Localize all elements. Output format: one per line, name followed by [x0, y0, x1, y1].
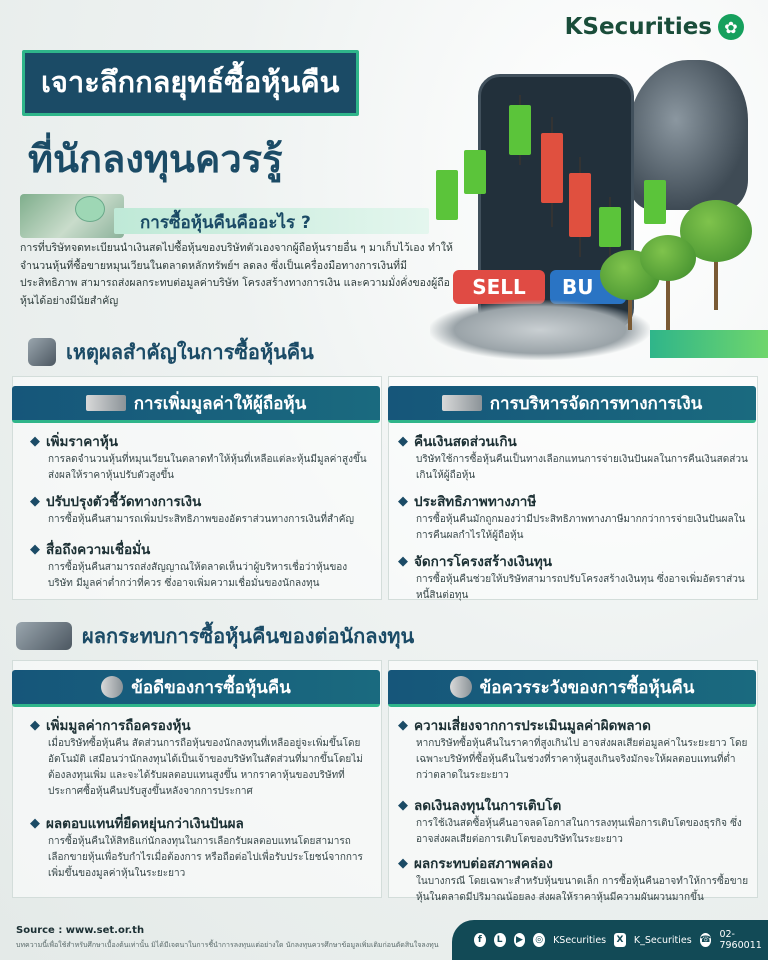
source-text: Source : www.set.or.th: [16, 925, 145, 936]
item-title: เพิ่มราคาหุ้น: [46, 434, 118, 450]
candle-green: [644, 180, 666, 224]
x-handle[interactable]: K_Securities: [633, 934, 692, 946]
money-cash-icon: [20, 194, 124, 238]
reasons-right-title: [388, 386, 756, 423]
item-title: ผลตอบแทนที่ยืดหยุ่นกว่าเงินปันผล: [46, 816, 244, 832]
impact-right-title: [388, 670, 756, 707]
candle-red: [569, 173, 591, 237]
check-bullet-icon: ◆: [398, 553, 408, 569]
buy-sign: BU: [550, 270, 626, 304]
reasons-heading-text: เหตุผลสำคัญในการซื้อหุ้นคืน: [66, 340, 314, 364]
coins-pile-icon: [430, 300, 650, 360]
reasons-heading: [28, 336, 314, 368]
list-item: [398, 490, 750, 544]
check-bullet-icon: ◆: [398, 433, 408, 449]
impact-left-title-text: ข้อดีของการซื้อหุ้นคืน: [131, 677, 291, 698]
item-title: เพิ่มมูลค่าการถือครองหุ้น: [46, 718, 191, 734]
list-item: [30, 490, 370, 528]
what-is-buyback-section: [20, 202, 460, 310]
chess-pieces-coins-icon: [16, 622, 72, 650]
candle-green: [599, 207, 621, 247]
list-item: [398, 714, 750, 784]
list-item: [398, 430, 750, 484]
check-bullet-icon: ◆: [398, 493, 408, 509]
item-desc: บริษัทใช้การซื้อหุ้นคืนเป็นทางเลือกแทนการจ่ายเงินปันผลในการคืนเงินสดส่วนเกินให้ผู้ถือหุ้น: [416, 454, 748, 481]
candle-green: [509, 105, 531, 155]
disclaimer-text: บทความนี้เพื่อใช้สำหรับศึกษาเบื้องต้นเท่านั้น มิได้มีเจตนาในการชี้นำการลงทุนแต่อย่างใด นักลงทุนควรศึกษาข้อมูลเพิ่มเติมก่อนตัดสินใจลงทุน: [16, 941, 439, 949]
item-desc: การใช้เงินสดซื้อหุ้นคืนอาจลดโอกาสในการลงทุนเพื่อการเติบโตของธุรกิจ ซึ่งอาจส่งผลเสียต่อการเติบโตของบริษัทในระยะยาว: [416, 818, 742, 845]
candle-green: [464, 150, 486, 194]
list-item: [30, 430, 370, 484]
facebook-icon[interactable]: f: [474, 933, 486, 947]
impact-left-title: [12, 670, 380, 707]
growth-arrow-icon: [650, 330, 768, 358]
check-bullet-icon: ◆: [30, 541, 40, 557]
thumbs-up-icon: [101, 676, 123, 698]
coins-icon: [442, 395, 482, 411]
item-title: ประสิทธิภาพทางภาษี: [414, 494, 537, 510]
item-title: คืนเงินสดส่วนเกิน: [414, 434, 517, 450]
sell-sign: SELL: [453, 270, 545, 304]
line-icon[interactable]: L: [494, 933, 506, 947]
phone-icon[interactable]: ☎: [699, 935, 712, 945]
kbank-leaf-icon: ✿: [718, 14, 744, 40]
what-body: การที่บริษัทจดทะเบียนนำเงินสดไปซื้อหุ้นของบริษัทตัวเองจากผู้ถือหุ้นรายอื่น ๆ มาเก็บไว้เอง ทำให้จำนวนหุ้นที่ซื้อขายหมุนเวียนในตลาดหลักทรัพย์ฯ ลดลง ซึ่งเป็นเครื่องมือทางการเงินที่มีประสิทธิภาพ สามารถส่งผลกระทบต่อมูลค่าบริษัท โครงสร้างทางการเงิน และความมั่งคั่งของผู้ถือหุ้นได้อย่างมีนัยสำคัญ: [20, 242, 453, 307]
reasons-left-title-text: การเพิ่มมูลค่าให้ผู้ถือหุ้น: [133, 393, 307, 414]
check-bullet-icon: ◆: [398, 717, 408, 733]
item-desc: การซื้อหุ้นคืนมักถูกมองว่ามีประสิทธิภาพทางภาษีมากกว่าการจ่ายเงินปันผลในการคืนผลกำไรให้ผู้ถือหุ้น: [416, 514, 746, 541]
warning-person-icon: [450, 676, 472, 698]
list-item: [30, 538, 370, 592]
website-icon[interactable]: ◎: [535, 935, 544, 945]
check-bullet-icon: ◆: [30, 433, 40, 449]
impact-heading-text: ผลกระทบการซื้อหุ้นคืนของต่อนักลงทุน: [82, 624, 415, 648]
item-desc: ในบางกรณี โดยเฉพาะสำหรับหุ้นขนาดเล็ก การซื้อหุ้นคืนอาจทำให้การซื้อขายหุ้นในตลาดมีปริมาณน้อยลง ส่งผลให้ราคาหุ้นมีความผันผวนมากขึ้น: [416, 876, 749, 903]
item-desc: การลดจำนวนหุ้นที่หมุนเวียนในตลาดทำให้หุ้นที่เหลือแต่ละหุ้นมีมูลค่าสูงขึ้น ส่งผลให้ราคาหุ้นปรับตัวสูงขึ้น: [48, 454, 367, 481]
phone-number[interactable]: 02-7960011: [719, 929, 762, 951]
impact-right-title-text: ข้อควรระวังของการซื้อหุ้นคืน: [479, 677, 695, 698]
check-bullet-icon: ◆: [398, 797, 408, 813]
piggy-bank-icon: [75, 196, 105, 222]
item-desc: การซื้อหุ้นคืนให้สิทธิแก่นักลงทุนในการเลือกรับผลตอบแทนโดยสามารถเลือกขายหุ้นเพื่อรับกำไรเมื่อต้องการ หรือถือต่อไปเพื่อรับประโยชน์จากการเพิ่มขึ้นของมูลค่าหุ้นในระยะยาว: [48, 836, 363, 879]
check-bullet-icon: ◆: [30, 815, 40, 831]
item-desc: การซื้อหุ้นคืนสามารถส่งสัญญาณให้ตลาดเห็นว่าผู้บริหารเชื่อว่าหุ้นของบริษัท มีมูลค่าต่ำกว่าที่ควร ซึ่งอาจเพิ่มความเชื่อมั่นของนักลงทุน: [48, 562, 348, 589]
check-bullet-icon: ◆: [398, 855, 408, 871]
social-name[interactable]: KSecurities: [553, 934, 607, 946]
youtube-icon[interactable]: ▶: [514, 933, 526, 947]
list-item: [30, 714, 370, 800]
page-title-line2: ที่นักลงทุนควรรู้: [28, 137, 283, 181]
stacked-coins-icon: [86, 395, 126, 411]
item-title: ความเสี่ยงจากการประเมินมูลค่าผิดพลาด: [414, 718, 651, 734]
impact-heading: [16, 620, 414, 652]
item-desc: การซื้อหุ้นคืนสามารถเพิ่มประสิทธิภาพของอัตราส่วนทางการเงินที่สำคัญ: [48, 514, 354, 525]
candle-red: [541, 133, 563, 203]
item-title: ลดเงินลงทุนในการเติบโต: [414, 798, 562, 814]
reasons-left-title: [12, 386, 380, 423]
check-bullet-icon: ◆: [30, 717, 40, 733]
item-title: จัดการโครงสร้างเงินทุน: [414, 554, 553, 570]
item-title: ปรับปรุงตัวชี้วัดทางการเงิน: [46, 494, 202, 510]
item-desc: เมื่อบริษัทซื้อหุ้นคืน สัดส่วนการถือหุ้นของนักลงทุนที่เหลืออยู่จะเพิ่มขึ้นโดยอัตโนมัติ เสมือนว่านักลงทุนได้เป็นเจ้าของบริษัทในสัดส่วนที่มากขึ้นโดยไม่ต้องลงทุนเพิ่ม และจะได้รับผลตอบแทนสูงขึ้น หากราคาหุ้นของบริษัทที่ประกาศซื้อหุ้นคืนปรับสูงขึ้นหลังจากการประกาศ: [48, 738, 363, 797]
check-bullet-icon: ◆: [30, 493, 40, 509]
list-item: [398, 550, 750, 604]
brand-logo-text: KSecurities: [564, 14, 712, 40]
list-item: [398, 794, 750, 848]
what-heading: การซื้อหุ้นคืนคืออะไร ?: [140, 213, 311, 233]
list-item: [398, 852, 750, 906]
reasons-right-title-text: การบริหารจัดการทางการเงิน: [489, 393, 703, 414]
list-item: [30, 812, 370, 882]
item-desc: การซื้อหุ้นคืนช่วยให้บริษัทสามารถปรับโครงสร้างเงินทุน ซึ่งอาจเพิ่มอัตราส่วนหนี้สินต่อทุน: [416, 574, 745, 601]
item-title: ผลกระทบต่อสภาพคล่อง: [414, 856, 553, 872]
item-title: สื่อถึงความเชื่อมั่น: [46, 542, 151, 558]
item-desc: หากบริษัทซื้อหุ้นคืนในราคาที่สูงเกินไป อาจส่งผลเสียต่อมูลค่าในระยะยาว โดยเฉพาะบริษัทที่ซื้อหุ้นคืนในช่วงที่ราคาหุ้นสูงเกินจริงมักจะให้ผลตอบแทนที่ต่ำกว่าตลาดในระยะยาว: [416, 738, 748, 781]
brand-logo[interactable]: [565, 14, 744, 40]
x-twitter-icon[interactable]: X: [614, 933, 626, 947]
page-title-line1: เจาะลึกกลยุทธ์ซื้อหุ้นคืน: [22, 50, 359, 116]
chess-knight-icon: [28, 338, 56, 366]
social-footer: [452, 920, 768, 960]
